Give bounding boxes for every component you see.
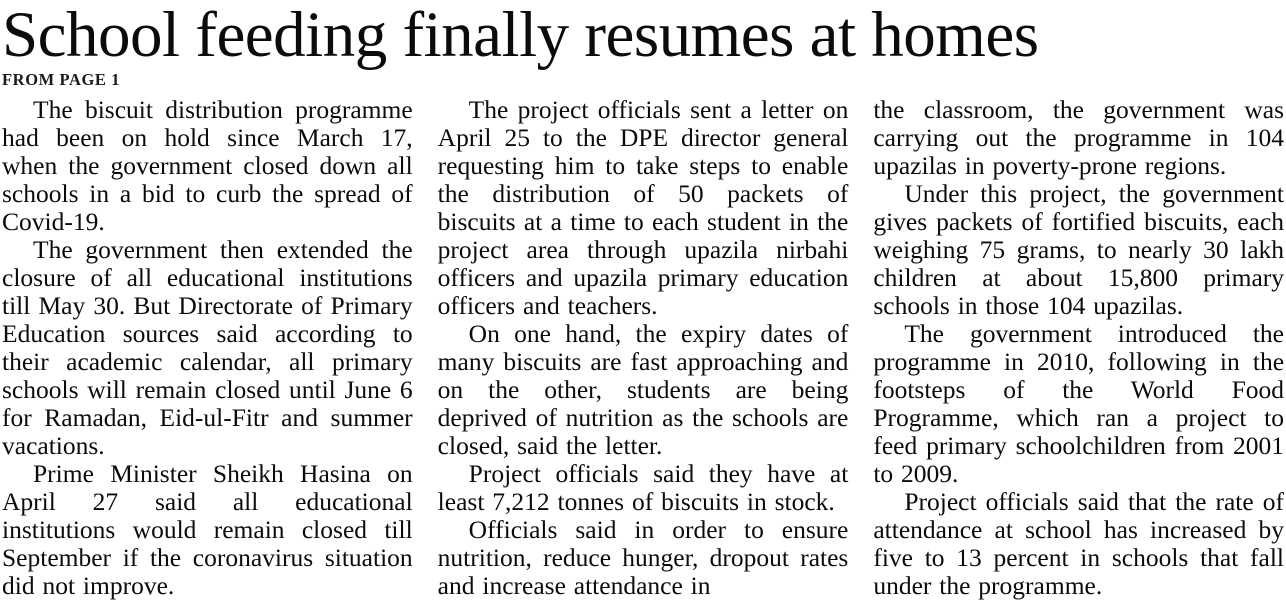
paragraph: The government introduced the programme in 2010, following in the footsteps of the World Food Programme, which ran a project to feed primary schoolchildren from 2001 to 2009. (873, 318, 1285, 488)
from-page-kicker: FROM PAGE 1 (2, 70, 121, 90)
paragraph: Prime Minister Sheikh Hasina on April 27 said all educational institutions would remain closed till September if the coronavirus situation did not improve. (2, 458, 413, 600)
column-3 (873, 96, 1284, 600)
column-2 (438, 96, 849, 600)
paragraph: The project officials sent a letter on April 25 to the DPE director general requesting him to take steps to enable the distribution of 50 packets of biscuits at a time to each student in the project area through upazila nirbahi officers and upazila primary education officers and teachers. (437, 94, 849, 320)
paragraph: Officials said in order to ensure nutrition, reduce hunger, dropout rates and increase attendance in (437, 514, 849, 600)
paragraph: The biscuit distribution programme had been on hold since March 17, when the government closed down all schools in a bid to curb the spread of Covid-19. (2, 94, 413, 236)
paragraph: Under this project, the government gives packets of fortified biscuits, each weighing 75 grams, to nearly 30 lakh children at about 15,800 primary schools in those 104 upazilas. (873, 178, 1285, 320)
article-columns (2, 96, 1284, 600)
column-1 (2, 96, 413, 600)
headline: School feeding finally resumes at homes (2, 0, 1039, 71)
paragraph: On one hand, the expiry dates of many biscuits are fast approaching and on the other, students are being deprived of nutrition as the schools are closed, said the letter. (437, 318, 849, 460)
paragraph: Project officials said they have at least 7,212 tonnes of biscuits in stock. (437, 458, 849, 516)
paragraph-continuation: the classroom, the government was carrying out the programme in 104 upazilas in poverty-prone regions. (873, 94, 1285, 180)
paragraph: Project officials said that the rate of attendance at school has increased by five to 13 percent in schools that fall under the programme. (873, 486, 1285, 600)
paragraph: The government then extended the closure of all educational institutions till May 30. But Directorate of Primary Education sources said according to their academic calendar, all primary schools will remain closed until June 6 for Ramadan, Eid-ul-Fitr and summer vacations. (2, 234, 413, 460)
